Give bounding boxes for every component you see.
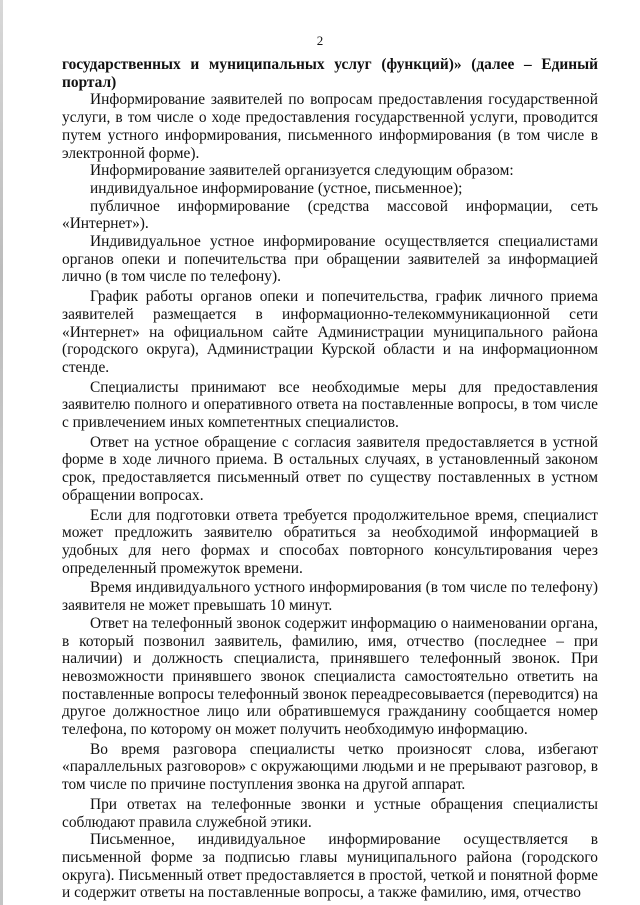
paragraph-5: публичное информирование (средства массовой информации, сеть «Интернет»). [62, 197, 598, 233]
paragraph-3: Информирование заявителей организуется следующим образом: [90, 162, 514, 180]
paragraph-1: государственных и муниципальных услуг (функций)» (далее – Единый портал) [62, 56, 598, 91]
paragraph-13: Во время разговора специалисты четко произносят слова, избегают «параллельных разговоров» с окружающими людьми и не прерывают разговор, в том числе по причине поступления звонка на другой аппарат. [62, 740, 598, 794]
paragraph-9: Ответ на устное обращение с согласия заявителя предоставляется в устной форме в ходе личного приема. В остальных случаях, в установленный законом срок, предоставляется письменный ответ по существу поставленных в устном обращении вопросах. [62, 433, 598, 504]
paragraph-10: Если для подготовки ответа требуется продолжительное время, специалист может предложить заявителю обратиться за необходимой информацией в удобных для него формах и способах повторного консультирования через определенный промежуток времени. [62, 506, 598, 577]
document-body [62, 56, 598, 902]
paragraph-7: График работы органов опеки и попечительства, график личного приема заявителей размещается в информационно-телекоммуникационной сети «Интернет» на официальном сайте Администрации муниципального района (городского округа), Администрации Курской области и на информационном стенде. [62, 288, 598, 376]
paragraph-4: индивидуальное информирование (устное, письменное); [90, 179, 463, 197]
paragraph-8: Специалисты принимают все необходимые меры для предоставления заявителю полного и оперативного ответа на поставленные вопросы, в том числе с привлечением иных компетентных специалистов. [62, 378, 598, 432]
paragraph-2: Информирование заявителей по вопросам предоставления государственной услуги, в том числе о ходе предоставления государственной услуги, проводится путем устного информирования, письменного информирования (в том числе в электронной форме). [62, 91, 598, 162]
paragraph-15: Письменное, индивидуальное информирование осуществляется в письменной форме за подписью главы муниципального района (городского округа). Письменный ответ предоставляется в простой, четкой и понятной форме и содержит ответы на поставленные вопросы, а также фамилию, имя, отчество [62, 831, 598, 902]
page-number: 2 [316, 33, 324, 48]
paragraph-12: Ответ на телефонный звонок содержит информацию о наименовании органа, в который позвонил заявитель, фамилию, имя, отчество (последнее – при наличии) и должность специалиста, принявшего телефонный звонок. При невозможности принявшего звонок специалиста самостоятельно ответить на поставленные вопросы телефонный звонок переадресовывается (переводится) на другое должностное лицо или обратившемуся гражданину сообщается номер телефона, по которому он может получить необходимую информацию. [62, 614, 598, 739]
paragraph-11: Время индивидуального устного информирования (в том числе по телефону) заявителя не может превышать 10 минут. [62, 579, 598, 615]
page-edge-shadow [0, 0, 3, 905]
paragraph-6: Индивидуальное устное информирование осуществляется специалистами органов опеки и попечительства при обращении заявителей за информацией лично (в том числе по телефону). [62, 233, 598, 286]
paragraph-14: При ответах на телефонные звонки и устные обращения специалисты соблюдают правила служебной этики. [62, 795, 598, 831]
